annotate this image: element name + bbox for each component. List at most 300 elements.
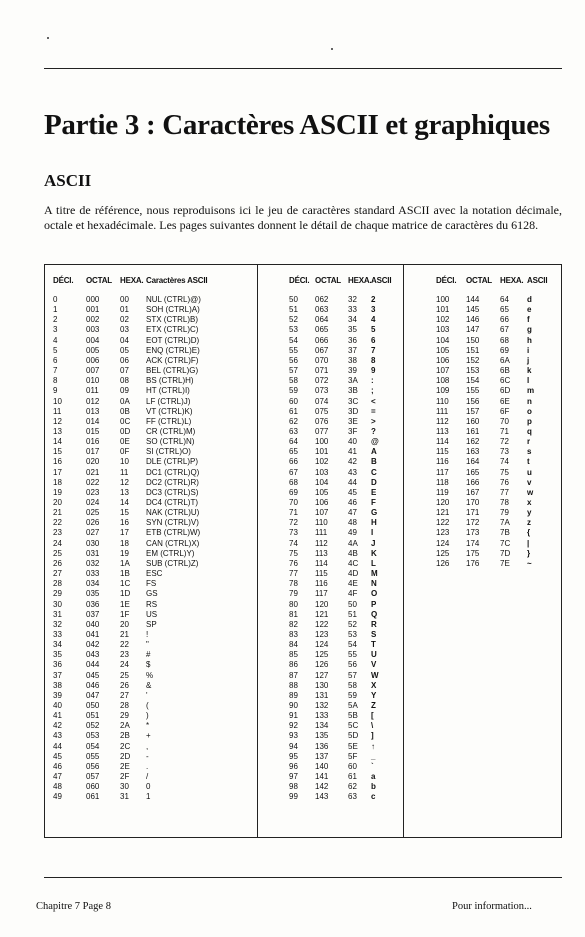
cell-deci: 105 <box>436 345 450 355</box>
cell-octal: 160 <box>466 416 480 426</box>
header-hexa: HEXA. <box>120 276 144 285</box>
cell-hexa: 4E <box>348 579 358 589</box>
cell-hexa: 3A <box>348 376 358 386</box>
cell-octal: 035 <box>86 589 100 599</box>
cell-deci: 116 <box>436 457 449 467</box>
cell-ascii: z <box>527 518 531 528</box>
cell-hexa: 79 <box>500 508 509 518</box>
cell-hexa: 76 <box>500 477 509 487</box>
cell-ascii: SO (CTRL)N) <box>146 437 195 447</box>
cell-octal: 064 <box>315 315 329 325</box>
cell-deci: 17 <box>53 467 62 477</box>
cell-ascii: F <box>371 498 376 507</box>
cell-octal: 063 <box>315 305 329 315</box>
cell-ascii: \ <box>371 721 374 731</box>
footer-right: Pour information... <box>452 901 532 912</box>
cell-ascii: l <box>527 376 530 386</box>
cell-ascii: { <box>527 528 531 538</box>
cell-octal: 107 <box>315 508 329 518</box>
cell-ascii: o <box>527 406 532 416</box>
cell-hexa: 42 <box>348 457 357 467</box>
cell-deci: 18 <box>53 477 62 487</box>
cell-ascii: g <box>527 325 532 335</box>
cell-deci: 1 <box>53 305 58 315</box>
cell-octal: 026 <box>86 518 100 528</box>
cell-hexa: 40 <box>348 437 357 447</box>
cell-deci: 15 <box>53 447 62 457</box>
cell-hexa: 4D <box>348 569 359 579</box>
cell-ascii: j <box>527 355 530 365</box>
cell-hexa: 4B <box>348 548 358 558</box>
cell-hexa: 1F <box>120 609 130 619</box>
header-ascii: ASCII <box>371 276 392 285</box>
cell-hexa: 66 <box>500 315 509 325</box>
cell-hexa: 50 <box>348 599 357 609</box>
cell-octal: 073 <box>315 386 329 396</box>
cell-deci: 92 <box>289 721 298 731</box>
cell-ascii: STX (CTRL)B) <box>146 315 198 325</box>
cell-octal: 126 <box>315 660 329 670</box>
cell-hexa: 69 <box>500 345 509 355</box>
cell-deci: 100 <box>436 295 450 304</box>
cell-ascii: r <box>527 437 531 447</box>
cell-hexa: 37 <box>348 345 357 355</box>
cell-deci: 63 <box>289 426 298 436</box>
cell-ascii: 3 <box>371 305 376 315</box>
cell-ascii: O <box>371 589 378 599</box>
cell-deci: 34 <box>53 640 62 650</box>
cell-deci: 121 <box>436 508 450 518</box>
cell-deci: 66 <box>289 457 298 467</box>
cell-deci: 28 <box>53 579 62 589</box>
cell-deci: 89 <box>289 690 298 700</box>
cell-hexa: 20 <box>120 619 129 629</box>
cell-ascii: 6 <box>371 335 376 345</box>
cell-octal: 111 <box>315 528 328 538</box>
cell-octal: 176 <box>466 558 480 568</box>
cell-deci: 9 <box>53 386 58 396</box>
cell-ascii: CAN (CTRL)X) <box>146 538 200 548</box>
cell-hexa: 54 <box>348 640 357 650</box>
cell-deci: 94 <box>289 741 298 751</box>
cell-ascii: b <box>371 782 376 792</box>
cell-ascii: ~ <box>527 558 532 568</box>
cell-ascii: EM (CTRL)Y) <box>146 548 195 558</box>
cell-ascii: ; <box>371 386 374 396</box>
header-deci: DÉCI. <box>289 276 310 285</box>
cell-ascii: SYN (CTRL)V) <box>146 518 199 528</box>
cell-octal: 125 <box>315 650 329 660</box>
cell-hexa: 2E <box>120 761 130 771</box>
cell-hexa: 44 <box>348 477 357 487</box>
cell-octal: 021 <box>86 467 100 477</box>
cell-octal: 150 <box>466 335 480 345</box>
cell-octal: 070 <box>315 355 329 365</box>
cell-hexa: 46 <box>348 498 357 507</box>
cell-ascii: ESC <box>146 569 163 579</box>
cell-octal: 020 <box>86 457 100 467</box>
cell-ascii: M <box>371 569 378 579</box>
cell-hexa: 39 <box>348 366 357 376</box>
cell-octal: 174 <box>466 538 480 548</box>
cell-hexa: 08 <box>120 376 129 386</box>
cell-ascii: . <box>146 761 149 771</box>
cell-hexa: 3B <box>348 386 358 396</box>
cell-deci: 97 <box>289 772 298 782</box>
cell-hexa: 49 <box>348 528 357 538</box>
cell-deci: 101 <box>436 305 450 315</box>
cell-ascii: SI (CTRL)O) <box>146 447 191 457</box>
cell-ascii: ETB (CTRL)W) <box>146 528 201 538</box>
cell-ascii: DLE (CTRL)P) <box>146 457 199 467</box>
cell-hexa: 01 <box>120 305 129 315</box>
cell-hexa: 48 <box>348 518 357 528</box>
cell-octal: 132 <box>315 701 329 710</box>
cell-ascii: ( <box>146 701 149 710</box>
cell-ascii: D <box>371 477 377 487</box>
cell-ascii: f <box>527 315 530 325</box>
cell-deci: 108 <box>436 376 450 386</box>
cell-deci: 67 <box>289 467 298 477</box>
cell-octal: 072 <box>315 376 329 386</box>
cell-deci: 78 <box>289 579 298 589</box>
cell-hexa: 41 <box>348 447 357 457</box>
cell-octal: 166 <box>466 477 480 487</box>
cell-ascii: [ <box>371 711 374 721</box>
cell-hexa: 05 <box>120 345 129 355</box>
cell-deci: 10 <box>53 396 62 406</box>
cell-octal: 057 <box>86 772 100 782</box>
cell-hexa: 2C <box>120 741 131 751</box>
cell-ascii: 2 <box>371 295 376 304</box>
cell-hexa: 7E <box>500 558 510 568</box>
cell-hexa: 4F <box>348 589 358 599</box>
cell-deci: 58 <box>289 376 298 386</box>
cell-octal: 144 <box>466 295 480 304</box>
cell-octal: 153 <box>466 366 480 376</box>
cell-octal: 115 <box>315 569 328 579</box>
cell-octal: 164 <box>466 457 480 467</box>
cell-octal: 047 <box>86 690 100 700</box>
cell-hexa: 0F <box>120 447 130 457</box>
cell-deci: 91 <box>289 711 298 721</box>
cell-deci: 54 <box>289 335 298 345</box>
cell-ascii: SUB (CTRL)Z) <box>146 558 199 568</box>
cell-deci: 120 <box>436 498 450 507</box>
cell-hexa: 6C <box>500 376 511 386</box>
cell-ascii: " <box>146 640 149 650</box>
cell-hexa: 64 <box>500 295 509 304</box>
cell-ascii: _ <box>371 751 376 761</box>
cell-ascii: Z <box>371 701 376 710</box>
cell-octal: 060 <box>86 782 100 792</box>
cell-deci: 12 <box>53 416 62 426</box>
cell-hexa: 33 <box>348 305 357 315</box>
cell-ascii: c <box>371 792 376 802</box>
cell-hexa: 7C <box>500 538 511 548</box>
cell-octal: 011 <box>86 386 99 396</box>
cell-octal: 112 <box>315 538 328 548</box>
cell-deci: 115 <box>436 447 449 457</box>
cell-deci: 61 <box>289 406 298 416</box>
cell-hexa: 30 <box>120 782 129 792</box>
cell-ascii: FF (CTRL)L) <box>146 416 192 426</box>
cell-hexa: 62 <box>348 782 357 792</box>
cell-octal: 015 <box>86 426 100 436</box>
intro-paragraph: A titre de référence, nous reproduisons ici le jeu de caractères standard ASCII avec la notation décimale, octale et hexadécimale. Les pages suivantes donnent le détail de chaque matrice de caractères du 6128. <box>44 203 562 232</box>
cell-ascii: HT (CTRL)I) <box>146 386 190 396</box>
cell-hexa: 13 <box>120 487 129 497</box>
cell-deci: 11 <box>53 406 62 416</box>
cell-hexa: 23 <box>120 650 129 660</box>
cell-octal: 147 <box>466 325 480 335</box>
cell-hexa: 3C <box>348 396 359 406</box>
cell-deci: 124 <box>436 538 450 548</box>
cell-hexa: 2D <box>120 751 131 761</box>
cell-octal: 163 <box>466 447 480 457</box>
cell-hexa: 35 <box>348 325 357 335</box>
cell-ascii: # <box>146 650 151 660</box>
cell-deci: 46 <box>53 761 62 771</box>
cell-deci: 3 <box>53 325 58 335</box>
cell-deci: 39 <box>53 690 62 700</box>
cell-octal: 031 <box>86 548 100 558</box>
cell-deci: 69 <box>289 487 298 497</box>
cell-octal: 062 <box>315 295 329 304</box>
cell-deci: 80 <box>289 599 298 609</box>
cell-deci: 118 <box>436 477 449 487</box>
cell-deci: 77 <box>289 569 298 579</box>
cell-octal: 131 <box>315 690 329 700</box>
cell-hexa: 28 <box>120 701 129 710</box>
cell-hexa: 5A <box>348 701 358 710</box>
cell-hexa: 21 <box>120 629 129 639</box>
cell-ascii: ' <box>146 690 148 700</box>
cell-octal: 173 <box>466 528 480 538</box>
cell-ascii: p <box>527 416 532 426</box>
cell-ascii: P <box>371 599 377 609</box>
cell-deci: 29 <box>53 589 62 599</box>
footer-left: Chapitre 7 Page 8 <box>36 901 111 912</box>
cell-octal: 152 <box>466 355 480 365</box>
cell-octal: 120 <box>315 599 329 609</box>
cell-ascii: CR (CTRL)M) <box>146 426 196 436</box>
cell-hexa: 10 <box>120 457 129 467</box>
cell-octal: 172 <box>466 518 480 528</box>
cell-octal: 034 <box>86 579 100 589</box>
cell-octal: 046 <box>86 680 100 690</box>
cell-ascii: DC2 (CTRL)R) <box>146 477 199 487</box>
cell-hexa: 00 <box>120 295 129 304</box>
cell-octal: 032 <box>86 558 100 568</box>
cell-deci: 72 <box>289 518 298 528</box>
scan-dot <box>331 48 333 50</box>
cell-deci: 14 <box>53 437 62 447</box>
cell-deci: 20 <box>53 498 62 507</box>
cell-ascii: K <box>371 548 377 558</box>
cell-hexa: 02 <box>120 315 129 325</box>
cell-deci: 43 <box>53 731 62 741</box>
cell-octal: 033 <box>86 569 100 579</box>
cell-ascii: E <box>371 487 377 497</box>
cell-hexa: 2A <box>120 721 130 731</box>
cell-hexa: 1E <box>120 599 130 609</box>
cell-deci: 31 <box>53 609 62 619</box>
cell-hexa: 12 <box>120 477 129 487</box>
cell-hexa: 32 <box>348 295 357 304</box>
cell-octal: 110 <box>315 518 328 528</box>
cell-octal: 123 <box>315 629 329 639</box>
cell-hexa: 67 <box>500 325 509 335</box>
cell-octal: 074 <box>315 396 329 406</box>
cell-ascii: x <box>527 498 532 507</box>
cell-ascii: ` <box>371 761 374 771</box>
cell-octal: 030 <box>86 538 100 548</box>
cell-hexa: 77 <box>500 487 509 497</box>
cell-hexa: 47 <box>348 508 357 518</box>
cell-octal: 037 <box>86 609 100 619</box>
cell-ascii: T <box>371 640 376 650</box>
cell-octal: 127 <box>315 670 329 680</box>
cell-octal: 133 <box>315 711 329 721</box>
cell-ascii: RS <box>146 599 158 609</box>
cell-deci: 88 <box>289 680 298 690</box>
cell-ascii: > <box>371 416 376 426</box>
cell-hexa: 14 <box>120 498 129 507</box>
header-ascii: Caractères ASCII <box>146 276 208 285</box>
cell-ascii: N <box>371 579 377 589</box>
bottom-rule <box>44 877 562 878</box>
cell-octal: 162 <box>466 437 480 447</box>
cell-deci: 85 <box>289 650 298 660</box>
cell-ascii: ] <box>371 731 374 741</box>
cell-hexa: 5B <box>348 711 358 721</box>
cell-hexa: 43 <box>348 467 357 477</box>
cell-hexa: 38 <box>348 355 357 365</box>
cell-deci: 49 <box>53 792 62 802</box>
cell-deci: 122 <box>436 518 450 528</box>
cell-hexa: 68 <box>500 335 509 345</box>
cell-octal: 167 <box>466 487 480 497</box>
cell-deci: 7 <box>53 366 58 376</box>
cell-hexa: 7D <box>500 548 511 558</box>
cell-ascii: DC4 (CTRL)T) <box>146 498 198 507</box>
cell-octal: 165 <box>466 467 480 477</box>
cell-octal: 056 <box>86 761 100 771</box>
cell-hexa: 1C <box>120 579 131 589</box>
cell-ascii: m <box>527 386 535 396</box>
cell-hexa: 0B <box>120 406 130 416</box>
cell-hexa: 5C <box>348 721 359 731</box>
cell-hexa: 17 <box>120 528 129 538</box>
cell-hexa: 5F <box>348 751 358 761</box>
cell-ascii: R <box>371 619 377 629</box>
cell-octal: 051 <box>86 711 100 721</box>
cell-octal: 054 <box>86 741 100 751</box>
cell-ascii: US <box>146 609 158 619</box>
cell-ascii: DC3 (CTRL)S) <box>146 487 199 497</box>
cell-hexa: 3E <box>348 416 358 426</box>
cell-ascii: B <box>371 457 377 467</box>
cell-hexa: 75 <box>500 467 509 477</box>
header-hexa: HEXA. <box>348 276 372 285</box>
cell-ascii: SOH (CTRL)A) <box>146 305 200 315</box>
cell-deci: 23 <box>53 528 62 538</box>
cell-hexa: 4A <box>348 538 358 548</box>
cell-ascii: w <box>527 487 534 497</box>
cell-deci: 90 <box>289 701 298 710</box>
cell-octal: 136 <box>315 741 329 751</box>
cell-deci: 56 <box>289 355 298 365</box>
cell-hexa: 61 <box>348 772 357 782</box>
cell-hexa: 18 <box>120 538 129 548</box>
cell-octal: 122 <box>315 619 329 629</box>
cell-ascii: ! <box>146 629 149 639</box>
cell-hexa: 2F <box>120 772 130 782</box>
cell-octal: 106 <box>315 498 329 507</box>
cell-octal: 101 <box>315 447 329 457</box>
cell-ascii: | <box>527 538 530 548</box>
cell-octal: 154 <box>466 376 480 386</box>
cell-ascii: FS <box>146 579 157 589</box>
cell-deci: 87 <box>289 670 298 680</box>
cell-deci: 126 <box>436 558 450 568</box>
cell-octal: 002 <box>86 315 100 325</box>
cell-octal: 013 <box>86 406 100 416</box>
cell-octal: 137 <box>315 751 329 761</box>
cell-ascii: BS (CTRL)H) <box>146 376 194 386</box>
header-ascii: ASCII <box>527 276 548 285</box>
cell-deci: 103 <box>436 325 450 335</box>
cell-octal: 100 <box>315 437 329 447</box>
cell-hexa: 6B <box>500 366 510 376</box>
cell-octal: 052 <box>86 721 100 731</box>
cell-hexa: 26 <box>120 680 129 690</box>
cell-hexa: 31 <box>120 792 129 802</box>
cell-octal: 076 <box>315 416 329 426</box>
cell-ascii: ) <box>146 711 149 721</box>
cell-hexa: 2B <box>120 731 130 741</box>
cell-deci: 79 <box>289 589 298 599</box>
header-hexa: HEXA. <box>500 276 524 285</box>
cell-hexa: 34 <box>348 315 357 325</box>
cell-octal: 042 <box>86 640 100 650</box>
cell-ascii: d <box>527 295 532 304</box>
cell-deci: 95 <box>289 751 298 761</box>
cell-ascii: e <box>527 305 532 315</box>
cell-ascii: n <box>527 396 532 406</box>
cell-ascii: ETX (CTRL)C) <box>146 325 199 335</box>
cell-ascii: ACK (CTRL)F) <box>146 355 199 365</box>
cell-deci: 51 <box>289 305 298 315</box>
header-octal: OCTAL <box>466 276 492 285</box>
cell-octal: 124 <box>315 640 329 650</box>
cell-deci: 42 <box>53 721 62 731</box>
cell-deci: 57 <box>289 366 298 376</box>
cell-deci: 102 <box>436 315 450 325</box>
cell-octal: 104 <box>315 477 329 487</box>
cell-deci: 26 <box>53 558 62 568</box>
cell-ascii: I <box>371 528 374 538</box>
cell-octal: 113 <box>315 548 328 558</box>
cell-deci: 8 <box>53 376 58 386</box>
cell-octal: 041 <box>86 629 100 639</box>
cell-ascii: v <box>527 477 532 487</box>
cell-deci: 36 <box>53 660 62 670</box>
cell-deci: 25 <box>53 548 62 558</box>
cell-octal: 061 <box>86 792 100 802</box>
cell-ascii: , <box>146 741 149 751</box>
